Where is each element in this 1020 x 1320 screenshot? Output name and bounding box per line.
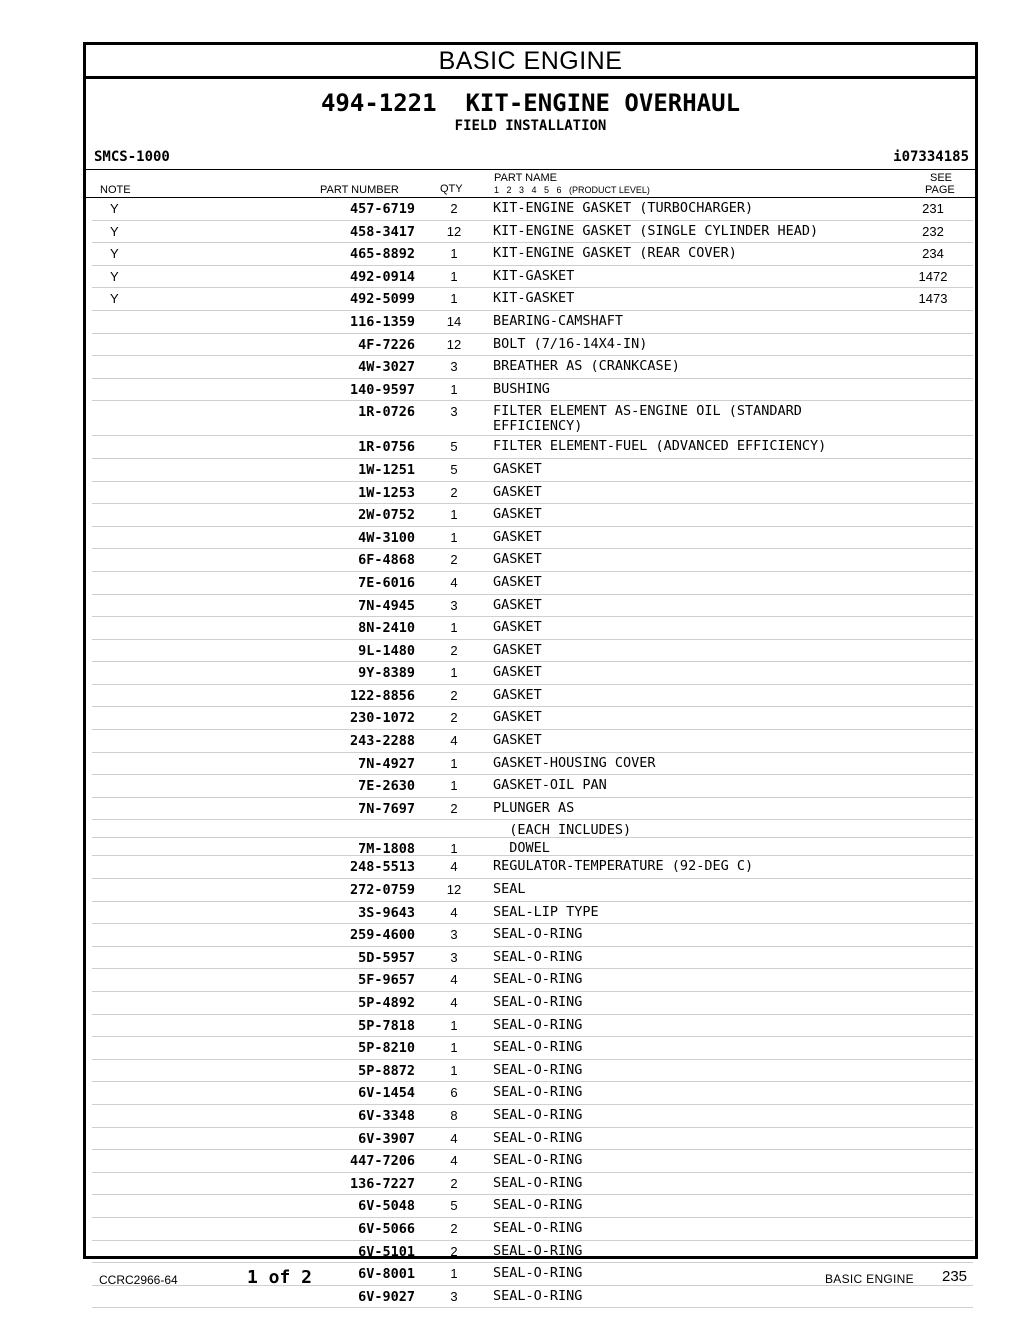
part-name-cell: GASKET [493, 664, 542, 681]
qty-cell: 1 [450, 507, 458, 523]
table-row [92, 436, 973, 459]
part-name-cell: GASKET [493, 483, 542, 500]
qty-cell: 3 [450, 404, 458, 420]
part-name-cell: SEAL [493, 881, 526, 898]
part-name-cell: GASKET-OIL PAN [493, 777, 607, 794]
part-number-cell: 447-7206 [349, 1153, 415, 1170]
part-name-cell: SEAL-O-RING [493, 1265, 583, 1282]
table-row [92, 1241, 973, 1264]
part-name-cell: SEAL-O-RING [493, 1174, 583, 1191]
qty-cell: 1 [450, 620, 458, 636]
part-number-header: PART NUMBER [320, 184, 399, 196]
part-number-cell: 457-6719 [349, 201, 415, 217]
table-row [92, 838, 973, 856]
part-number-cell: 5F-9657 [358, 972, 415, 989]
qty-cell: 2 [450, 201, 458, 216]
part-number-cell: 6V-9027 [358, 1288, 415, 1305]
part-name-cell: SEAL-O-RING [493, 1016, 583, 1033]
part-number-cell: 7N-4945 [358, 597, 415, 614]
part-name-cell: GASKET [493, 619, 542, 636]
table-row [92, 243, 973, 266]
part-number-cell: 1R-0726 [358, 404, 415, 421]
qty-cell: 2 [450, 484, 458, 500]
qty-cell: 1 [450, 841, 458, 857]
part-name-cell: SEAL-O-RING [493, 1242, 583, 1259]
part-name-cell: GASKET [493, 709, 542, 726]
table-row [92, 288, 973, 311]
part-name-cell: SEAL-O-RING [493, 1287, 583, 1304]
qty-cell: 1 [450, 291, 458, 307]
part-name-cell: GASKET [493, 506, 542, 523]
part-name-cell: GASKET [493, 573, 542, 590]
part-name-cell: SEAL-O-RING [493, 1197, 583, 1214]
part-number-cell: 5P-8210 [358, 1040, 415, 1057]
note-cell: Y [110, 246, 119, 262]
table-row [92, 401, 973, 436]
qty-cell: 1 [450, 268, 458, 284]
part-number-cell: 7N-7697 [358, 800, 415, 817]
see-header: SEE [930, 172, 953, 184]
part-name-cell: KIT-ENGINE GASKET (TURBOCHARGER) [493, 200, 754, 216]
part-name-cell: SEAL-LIP TYPE [493, 903, 599, 920]
qty-cell: 2 [450, 710, 458, 726]
part-name-cell: SEAL-O-RING [493, 1084, 583, 1101]
part-name-cell: BEARING-CAMSHAFT [493, 312, 624, 329]
part-name-cell: SEAL-O-RING [493, 971, 583, 988]
page-of: 1 of 2 [247, 1267, 313, 1288]
part-number-cell: 1R-0756 [358, 439, 415, 456]
table-row [92, 879, 973, 902]
qty-cell: 1 [450, 1266, 458, 1282]
table-row [92, 572, 973, 595]
part-number-cell: 140-9597 [349, 381, 415, 398]
qty-cell: 3 [450, 1288, 458, 1304]
part-number-cell: 6V-5048 [358, 1198, 415, 1215]
part-number-cell: 492-5099 [349, 291, 415, 308]
part-number-cell: 243-2288 [349, 733, 415, 750]
part-name-cell: GASKET [493, 596, 542, 613]
qty-cell: 4 [450, 972, 458, 988]
table-row [92, 775, 973, 798]
table-row [92, 617, 973, 640]
part-number-cell: 6V-5101 [358, 1243, 415, 1260]
table-row [92, 198, 973, 221]
see-page-cell: 1473 [918, 291, 948, 307]
qty-cell: 2 [450, 1220, 458, 1236]
part-name-cell: SEAL-O-RING [493, 1039, 583, 1056]
part-name-cell: GASKET [493, 528, 542, 545]
part-number-cell: 122-8856 [349, 687, 415, 704]
qty-cell: 5 [450, 1198, 458, 1214]
part-name-cell: GASKET-HOUSING COVER [493, 754, 656, 771]
part-name-cell: DOWEL [493, 840, 550, 857]
see-page-cell: 1472 [918, 268, 948, 284]
part-number-cell: 5P-4892 [358, 995, 415, 1011]
qty-cell: 1 [450, 665, 458, 681]
identifier-line [86, 147, 975, 170]
part-number-cell: 6V-5066 [358, 1220, 415, 1237]
table-row [92, 1128, 973, 1151]
table-row [92, 992, 973, 1015]
part-number-cell: 2W-0752 [358, 507, 415, 524]
part-number-cell: 5D-5957 [358, 949, 415, 966]
part-name-cell: FILTER ELEMENT-FUEL (ADVANCED EFFICIENCY) [493, 438, 827, 455]
table-row [92, 969, 973, 992]
qty-cell: 2 [450, 1243, 458, 1259]
qty-cell: 2 [450, 552, 458, 568]
qty-cell: 3 [450, 927, 458, 943]
qty-cell: 1 [450, 778, 458, 794]
qty-cell: 5 [450, 461, 458, 477]
table-row [92, 595, 973, 618]
table-row [92, 527, 973, 550]
part-number-cell: 1W-1251 [358, 461, 415, 478]
qty-cell: 4 [450, 859, 458, 875]
part-number-cell: 5P-7818 [358, 1017, 415, 1034]
part-number-cell: 272-0759 [349, 882, 415, 899]
qty-cell: 4 [450, 904, 458, 920]
qty-cell: 4 [450, 574, 458, 590]
qty-cell: 12 [446, 223, 462, 239]
table-row [92, 798, 973, 821]
part-name-cell: SEAL-O-RING [493, 948, 583, 965]
table-row [92, 902, 973, 925]
document-id: i07334185 [893, 149, 969, 165]
part-name-cell: KIT-GASKET [493, 290, 575, 307]
table-row [92, 266, 973, 289]
part-name-cell: BREATHER AS (CRANKCASE) [493, 358, 680, 375]
qty-cell: 1 [450, 529, 458, 545]
table-row [92, 482, 973, 505]
part-number-cell: 1W-1253 [358, 484, 415, 501]
table-row [92, 1037, 973, 1060]
part-number-cell: 3S-9643 [358, 904, 415, 921]
part-name-cell: SEAL-O-RING [493, 1106, 583, 1123]
table-row [92, 730, 973, 753]
qty-cell: 2 [450, 687, 458, 703]
qty-cell: 1 [450, 1040, 458, 1056]
part-number-cell: 465-8892 [349, 246, 415, 263]
part-number-cell: 6V-3348 [358, 1107, 415, 1124]
qty-cell: 12 [446, 882, 462, 898]
table-row [92, 1150, 973, 1173]
table-row [92, 459, 973, 482]
page-header: PAGE [925, 184, 955, 196]
qty-cell: 8 [450, 1107, 458, 1123]
table-row [92, 504, 973, 527]
table-row [92, 1015, 973, 1038]
parts-table [86, 198, 975, 1308]
part-number-cell: 458-3417 [349, 223, 415, 240]
part-number-cell: 116-1359 [349, 313, 415, 330]
table-row [92, 820, 973, 838]
note-cell: Y [110, 291, 119, 307]
part-name-cell: SEAL-O-RING [493, 994, 583, 1010]
qty-cell: 1 [450, 1062, 458, 1078]
qty-cell: 3 [450, 597, 458, 613]
part-name-cell: KIT-GASKET [493, 267, 575, 284]
note-header: NOTE [100, 184, 131, 196]
qty-cell: 3 [450, 949, 458, 965]
part-name-header: PART NAME [494, 172, 557, 184]
qty-cell: 4 [450, 1153, 458, 1169]
part-number-cell: 5P-8872 [358, 1062, 415, 1079]
part-number-cell: 248-5513 [349, 859, 415, 876]
part-name-cell: GASKET [493, 551, 542, 568]
table-row [92, 221, 973, 244]
part-name-cell: KIT-ENGINE GASKET (REAR COVER) [493, 245, 737, 262]
part-number-cell: 9Y-8389 [358, 665, 415, 682]
part-number-cell: 6V-1454 [358, 1085, 415, 1102]
part-name-cell: BUSHING [493, 380, 550, 397]
part-name-cell: REGULATOR-TEMPERATURE (92-DEG C) [493, 858, 754, 875]
smcs-code: SMCS-1000 [94, 149, 170, 165]
table-row [92, 685, 973, 708]
note-cell: Y [110, 268, 119, 284]
table-row [92, 379, 973, 402]
table-row [92, 1218, 973, 1241]
table-row [92, 1173, 973, 1196]
table-row [92, 549, 973, 572]
page-footer [0, 1266, 1020, 1290]
part-name-cell: PLUNGER AS [493, 799, 575, 816]
qty-cell: 1 [450, 381, 458, 397]
qty-cell: 12 [446, 336, 462, 352]
note-cell: Y [110, 201, 119, 216]
table-row [92, 947, 973, 970]
part-number-cell: 492-0914 [349, 268, 415, 285]
page-number: 235 [942, 1268, 968, 1285]
qty-cell: 4 [450, 733, 458, 749]
part-number-cell: 6V-8001 [358, 1266, 415, 1283]
part-number-cell: 7E-6016 [358, 574, 415, 591]
part-number-cell: 4F-7226 [358, 336, 415, 353]
section-title: BASIC ENGINE [86, 45, 975, 79]
see-page-cell: 234 [922, 246, 944, 262]
kit-subtitle: FIELD INSTALLATION [454, 118, 607, 134]
part-number-cell: 9L-1480 [358, 642, 415, 659]
table-row [92, 662, 973, 685]
part-number-cell: 4W-3100 [358, 529, 415, 546]
part-name-cell: SEAL-O-RING [493, 1219, 583, 1236]
part-name-cell: GASKET [493, 460, 542, 477]
part-number-cell: 7M-1808 [358, 841, 415, 858]
table-row [92, 1105, 973, 1128]
part-name-cell: SEAL-O-RING [493, 1129, 583, 1146]
kit-title: 494-1221 KIT-ENGINE OVERHAUL [320, 89, 741, 117]
qty-cell: 2 [450, 642, 458, 658]
part-name-cell: KIT-ENGINE GASKET (SINGLE CYLINDER HEAD) [493, 222, 819, 239]
qty-header: QTY [440, 183, 463, 195]
part-number-cell: 6V-3907 [358, 1130, 415, 1147]
table-row [92, 856, 973, 879]
qty-cell: 3 [450, 359, 458, 375]
qty-cell: 2 [450, 1175, 458, 1191]
part-name-cell: GASKET [493, 732, 542, 749]
table-row [92, 1060, 973, 1083]
column-header [86, 170, 975, 198]
table-row [92, 640, 973, 663]
part-number-cell: 7E-2630 [358, 778, 415, 795]
note-cell: Y [110, 223, 119, 239]
table-row [92, 753, 973, 776]
part-number-cell: 8N-2410 [358, 620, 415, 637]
product-level-header: 1 2 3 4 5 6 (PRODUCT LEVEL) [494, 185, 650, 195]
see-page-cell: 231 [922, 201, 944, 216]
see-page-cell: 232 [922, 223, 944, 239]
part-name-cell: BOLT (7/16-14X4-IN) [493, 335, 648, 352]
part-number-cell: 230-1072 [349, 710, 415, 727]
qty-cell: 5 [450, 439, 458, 455]
qty-cell: 1 [450, 755, 458, 771]
part-name-cell: GASKET [493, 641, 542, 658]
qty-cell: 4 [450, 995, 458, 1010]
part-name-cell: (EACH INCLUDES) [493, 822, 632, 839]
part-number-cell: 7N-4927 [358, 755, 415, 772]
qty-cell: 6 [450, 1085, 458, 1101]
part-name-cell: SEAL-O-RING [493, 1061, 583, 1078]
qty-cell: 4 [450, 1130, 458, 1146]
table-row [92, 356, 973, 379]
part-name-cell: FILTER ELEMENT AS-ENGINE OIL (STANDARD EFFICIENCY) [493, 403, 802, 435]
table-row [92, 1082, 973, 1105]
footer-section: BASIC ENGINE [825, 1272, 914, 1286]
part-name-cell: SEAL-O-RING [493, 1152, 583, 1169]
qty-cell: 1 [450, 1017, 458, 1033]
qty-cell: 14 [446, 313, 462, 329]
table-row [92, 334, 973, 357]
qty-cell: 2 [450, 800, 458, 816]
table-row [92, 707, 973, 730]
part-number-cell: 259-4600 [349, 927, 415, 944]
part-name-cell: SEAL-O-RING [493, 926, 583, 943]
part-name-cell: GASKET [493, 686, 542, 703]
part-number-cell: 136-7227 [349, 1175, 415, 1192]
part-number-cell: 6F-4868 [358, 552, 415, 569]
qty-cell: 1 [450, 246, 458, 262]
table-row [92, 924, 973, 947]
document-code: CCRC2966-64 [99, 1273, 178, 1287]
table-row [92, 1195, 973, 1218]
part-number-cell: 4W-3027 [358, 359, 415, 376]
table-row [92, 311, 973, 334]
